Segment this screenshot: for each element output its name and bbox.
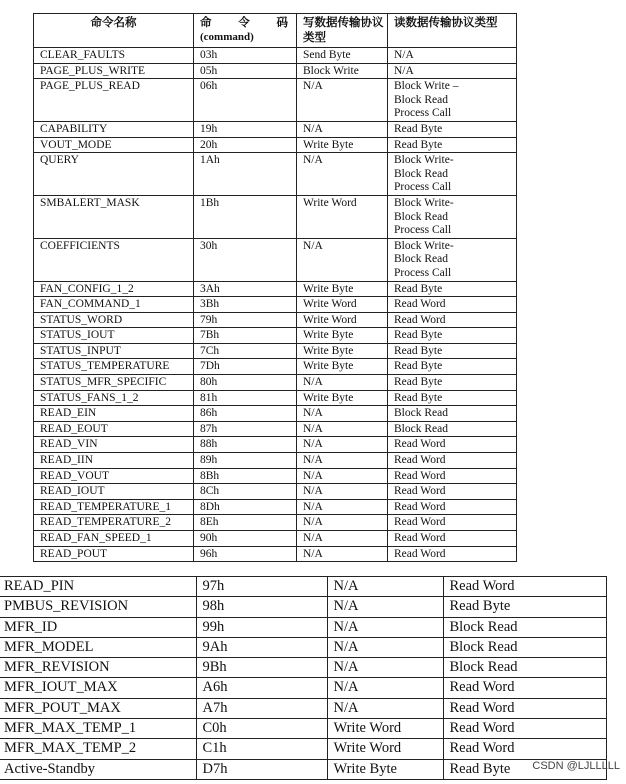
header-write-protocol: 写数据传输协议类型 bbox=[297, 14, 388, 48]
read-protocol-cell: Block Read bbox=[388, 421, 517, 437]
write-protocol-cell: Write Word bbox=[297, 195, 388, 238]
command-code-cell: A6h bbox=[196, 678, 327, 698]
header-command-name: 命令名称 bbox=[34, 14, 194, 48]
read-protocol-cell: Read Word bbox=[388, 484, 517, 500]
table-header-row bbox=[34, 14, 517, 48]
read-protocol-cell: N/A bbox=[388, 63, 517, 79]
command-name-cell: READ_VOUT bbox=[34, 468, 194, 484]
table-row bbox=[34, 421, 517, 437]
table-row bbox=[34, 343, 517, 359]
write-protocol-cell: N/A bbox=[327, 658, 443, 678]
table-row bbox=[34, 281, 517, 297]
header-code-char: 命 bbox=[200, 15, 212, 29]
write-protocol-cell: Write Word bbox=[297, 312, 388, 328]
table-row bbox=[34, 468, 517, 484]
table-row bbox=[34, 63, 517, 79]
header-code-sub: (command) bbox=[200, 31, 254, 43]
table-row bbox=[34, 137, 517, 153]
command-name-cell: MFR_REVISION bbox=[0, 658, 196, 678]
write-protocol-cell: N/A bbox=[297, 499, 388, 515]
command-name-cell: Active-Standby bbox=[0, 759, 196, 779]
read-protocol-cell: Block Write- Block Read Process Call bbox=[388, 153, 517, 196]
read-protocol-cell: Read Word bbox=[443, 739, 606, 759]
table-row bbox=[34, 79, 517, 122]
read-protocol-cell: Read Word bbox=[443, 678, 606, 698]
write-protocol-cell: Write Byte bbox=[327, 759, 443, 779]
command-code-cell: D7h bbox=[196, 759, 327, 779]
command-code-cell: 8Eh bbox=[194, 515, 297, 531]
write-protocol-cell: N/A bbox=[297, 453, 388, 469]
header-code-char: 码 bbox=[276, 15, 288, 29]
command-name-cell: VOUT_MODE bbox=[34, 137, 194, 153]
table-row bbox=[34, 359, 517, 375]
write-protocol-cell: N/A bbox=[327, 637, 443, 657]
read-protocol-cell: Read Byte bbox=[388, 343, 517, 359]
read-protocol-cell: Read Word bbox=[388, 515, 517, 531]
command-code-cell: 7Ch bbox=[194, 343, 297, 359]
command-name-cell: READ_VIN bbox=[34, 437, 194, 453]
command-code-cell: 06h bbox=[194, 79, 297, 122]
command-name-cell: READ_IOUT bbox=[34, 484, 194, 500]
command-name-cell: READ_PIN bbox=[0, 577, 196, 597]
read-protocol-cell: N/A bbox=[388, 48, 517, 64]
pmbus-command-table-2 bbox=[0, 576, 607, 780]
command-code-cell: 8Dh bbox=[194, 499, 297, 515]
write-protocol-cell: N/A bbox=[297, 468, 388, 484]
read-protocol-cell: Read Byte bbox=[388, 281, 517, 297]
table-row bbox=[0, 658, 606, 678]
table-row bbox=[34, 546, 517, 562]
write-protocol-cell: Write Word bbox=[327, 739, 443, 759]
command-code-cell: 80h bbox=[194, 375, 297, 391]
write-protocol-cell: N/A bbox=[327, 617, 443, 637]
write-protocol-cell: Write Byte bbox=[297, 390, 388, 406]
table-row bbox=[34, 375, 517, 391]
read-protocol-cell: Read Word bbox=[388, 297, 517, 313]
read-protocol-cell: Read Word bbox=[388, 453, 517, 469]
command-name-cell: READ_TEMPERATURE_1 bbox=[34, 499, 194, 515]
table-row bbox=[34, 499, 517, 515]
command-name-cell: QUERY bbox=[34, 153, 194, 196]
write-protocol-cell: N/A bbox=[297, 484, 388, 500]
command-code-cell: 89h bbox=[194, 453, 297, 469]
command-name-cell: STATUS_WORD bbox=[34, 312, 194, 328]
write-protocol-cell: N/A bbox=[297, 375, 388, 391]
write-protocol-cell: N/A bbox=[297, 79, 388, 122]
command-code-cell: 20h bbox=[194, 137, 297, 153]
read-protocol-cell: Read Byte bbox=[388, 359, 517, 375]
write-protocol-cell: Write Byte bbox=[297, 328, 388, 344]
command-name-cell: READ_FAN_SPEED_1 bbox=[34, 531, 194, 547]
table-row bbox=[34, 453, 517, 469]
read-protocol-cell: Block Write- Block Read Process Call bbox=[388, 238, 517, 281]
command-code-cell: 1Ah bbox=[194, 153, 297, 196]
write-protocol-cell: N/A bbox=[327, 698, 443, 718]
command-code-cell: 7Bh bbox=[194, 328, 297, 344]
read-protocol-cell: Block Read bbox=[388, 406, 517, 422]
command-name-cell: MFR_MAX_TEMP_1 bbox=[0, 719, 196, 739]
command-name-cell: MFR_POUT_MAX bbox=[0, 698, 196, 718]
command-code-cell: 3Ah bbox=[194, 281, 297, 297]
command-name-cell: PMBUS_REVISION bbox=[0, 597, 196, 617]
write-protocol-cell: Write Byte bbox=[297, 343, 388, 359]
command-code-cell: 9Ah bbox=[196, 637, 327, 657]
table-row bbox=[34, 153, 517, 196]
write-protocol-cell: N/A bbox=[327, 577, 443, 597]
command-name-cell: MFR_IOUT_MAX bbox=[0, 678, 196, 698]
write-protocol-cell: Write Word bbox=[327, 719, 443, 739]
read-protocol-cell: Read Byte bbox=[388, 390, 517, 406]
command-name-cell: READ_POUT bbox=[34, 546, 194, 562]
read-protocol-cell: Read Word bbox=[388, 546, 517, 562]
command-code-cell: 99h bbox=[196, 617, 327, 637]
write-protocol-cell: N/A bbox=[297, 406, 388, 422]
table-row bbox=[0, 678, 606, 698]
header-code-char: 令 bbox=[238, 15, 250, 29]
table-row bbox=[0, 597, 606, 617]
write-protocol-cell: Write Word bbox=[297, 297, 388, 313]
write-protocol-cell: N/A bbox=[327, 597, 443, 617]
command-name-cell: COEFFICIENTS bbox=[34, 238, 194, 281]
command-name-cell: STATUS_MFR_SPECIFIC bbox=[34, 375, 194, 391]
command-code-cell: 7Dh bbox=[194, 359, 297, 375]
write-protocol-cell: N/A bbox=[297, 153, 388, 196]
read-protocol-cell: Read Byte bbox=[388, 137, 517, 153]
table-row bbox=[34, 195, 517, 238]
command-name-cell: MFR_MODEL bbox=[0, 637, 196, 657]
command-code-cell: 8Bh bbox=[194, 468, 297, 484]
read-protocol-cell: Read Byte bbox=[443, 597, 606, 617]
read-protocol-cell: Block Read bbox=[443, 617, 606, 637]
read-protocol-cell: Read Byte bbox=[388, 328, 517, 344]
command-name-cell: PAGE_PLUS_READ bbox=[34, 79, 194, 122]
command-code-cell: 79h bbox=[194, 312, 297, 328]
read-protocol-cell: Read Word bbox=[388, 437, 517, 453]
command-code-cell: A7h bbox=[196, 698, 327, 718]
write-protocol-cell: N/A bbox=[297, 546, 388, 562]
read-protocol-cell: Read Word bbox=[443, 719, 606, 739]
read-protocol-cell: Read Word bbox=[443, 577, 606, 597]
command-code-cell: C1h bbox=[196, 739, 327, 759]
command-name-cell: STATUS_TEMPERATURE bbox=[34, 359, 194, 375]
table-row bbox=[34, 121, 517, 137]
table-row bbox=[0, 577, 606, 597]
command-name-cell: STATUS_INPUT bbox=[34, 343, 194, 359]
table-row bbox=[0, 719, 606, 739]
command-code-cell: 9Bh bbox=[196, 658, 327, 678]
table-row bbox=[0, 698, 606, 718]
read-protocol-cell: Read Word bbox=[388, 312, 517, 328]
command-code-cell: 03h bbox=[194, 48, 297, 64]
command-name-cell: MFR_ID bbox=[0, 617, 196, 637]
table-row bbox=[0, 759, 606, 779]
command-name-cell: CAPABILITY bbox=[34, 121, 194, 137]
command-name-cell: READ_IIN bbox=[34, 453, 194, 469]
table-row bbox=[34, 515, 517, 531]
read-protocol-cell: Read Word bbox=[443, 698, 606, 718]
command-code-cell: 05h bbox=[194, 63, 297, 79]
command-code-cell: 19h bbox=[194, 121, 297, 137]
read-protocol-cell: Block Read bbox=[443, 658, 606, 678]
table-row bbox=[0, 617, 606, 637]
write-protocol-cell: N/A bbox=[297, 238, 388, 281]
command-name-cell: READ_TEMPERATURE_2 bbox=[34, 515, 194, 531]
table-row bbox=[34, 312, 517, 328]
read-protocol-cell: Block Write- Block Read Process Call bbox=[388, 195, 517, 238]
command-name-cell: STATUS_FANS_1_2 bbox=[34, 390, 194, 406]
read-protocol-cell: Read Byte bbox=[443, 759, 606, 779]
command-code-cell: 88h bbox=[194, 437, 297, 453]
read-protocol-cell: Read Byte bbox=[388, 375, 517, 391]
command-name-cell: FAN_CONFIG_1_2 bbox=[34, 281, 194, 297]
header-command-code bbox=[194, 14, 297, 48]
command-code-cell: 90h bbox=[194, 531, 297, 547]
read-protocol-cell: Block Write – Block Read Process Call bbox=[388, 79, 517, 122]
command-code-cell: 3Bh bbox=[194, 297, 297, 313]
pmbus-command-table-1 bbox=[33, 13, 517, 562]
command-code-cell: 1Bh bbox=[194, 195, 297, 238]
command-name-cell: MFR_MAX_TEMP_2 bbox=[0, 739, 196, 759]
read-protocol-cell: Read Byte bbox=[388, 121, 517, 137]
write-protocol-cell: Block Write bbox=[297, 63, 388, 79]
table-row bbox=[34, 390, 517, 406]
header-read-protocol: 读数据传输协议类型 bbox=[388, 14, 517, 48]
table-row bbox=[34, 238, 517, 281]
command-name-cell: STATUS_IOUT bbox=[34, 328, 194, 344]
write-protocol-cell: N/A bbox=[297, 531, 388, 547]
table-row bbox=[34, 328, 517, 344]
table-row bbox=[0, 637, 606, 657]
write-protocol-cell: N/A bbox=[327, 678, 443, 698]
command-name-cell: PAGE_PLUS_WRITE bbox=[34, 63, 194, 79]
table-row bbox=[34, 297, 517, 313]
command-code-cell: 30h bbox=[194, 238, 297, 281]
table-row bbox=[0, 739, 606, 759]
write-protocol-cell: Write Byte bbox=[297, 137, 388, 153]
command-name-cell: CLEAR_FAULTS bbox=[34, 48, 194, 64]
table-row bbox=[34, 406, 517, 422]
command-name-cell: READ_EIN bbox=[34, 406, 194, 422]
read-protocol-cell: Read Word bbox=[388, 468, 517, 484]
table-row bbox=[34, 531, 517, 547]
watermark: CSDN @LJLLLLL bbox=[532, 760, 620, 772]
write-protocol-cell: N/A bbox=[297, 421, 388, 437]
read-protocol-cell: Block Read bbox=[443, 637, 606, 657]
command-name-cell: READ_EOUT bbox=[34, 421, 194, 437]
command-code-cell: 81h bbox=[194, 390, 297, 406]
command-code-cell: 98h bbox=[196, 597, 327, 617]
command-code-cell: 87h bbox=[194, 421, 297, 437]
command-code-cell: 96h bbox=[194, 546, 297, 562]
command-code-cell: 97h bbox=[196, 577, 327, 597]
write-protocol-cell: Send Byte bbox=[297, 48, 388, 64]
write-protocol-cell: N/A bbox=[297, 121, 388, 137]
command-code-cell: C0h bbox=[196, 719, 327, 739]
read-protocol-cell: Read Word bbox=[388, 531, 517, 547]
table-row bbox=[34, 437, 517, 453]
command-code-cell: 8Ch bbox=[194, 484, 297, 500]
command-name-cell: SMBALERT_MASK bbox=[34, 195, 194, 238]
write-protocol-cell: N/A bbox=[297, 437, 388, 453]
command-code-cell: 86h bbox=[194, 406, 297, 422]
write-protocol-cell: Write Byte bbox=[297, 359, 388, 375]
write-protocol-cell: Write Byte bbox=[297, 281, 388, 297]
read-protocol-cell: Read Word bbox=[388, 499, 517, 515]
table-row bbox=[34, 484, 517, 500]
command-name-cell: FAN_COMMAND_1 bbox=[34, 297, 194, 313]
write-protocol-cell: N/A bbox=[297, 515, 388, 531]
table-row bbox=[34, 48, 517, 64]
